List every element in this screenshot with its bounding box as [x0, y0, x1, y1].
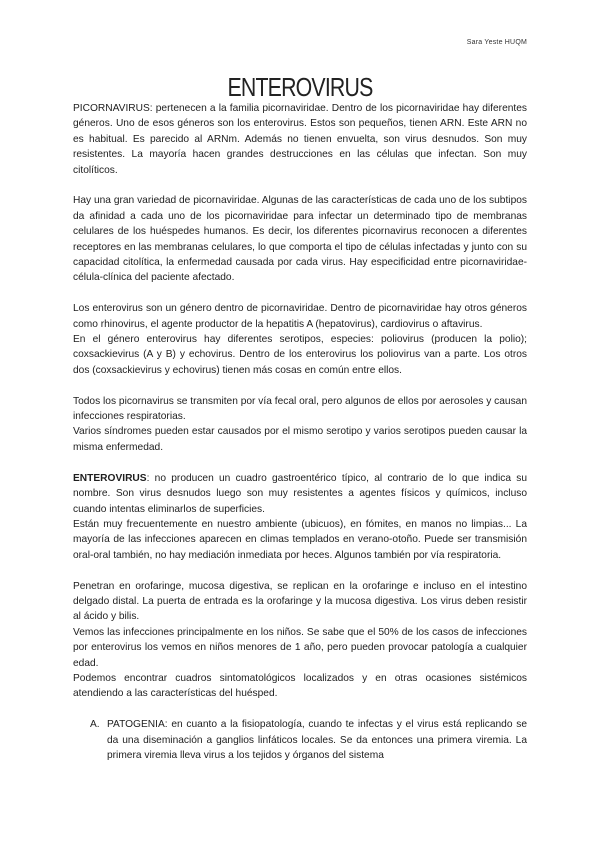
paragraph-environment: Están muy frecuentemente en nuestro ambiente (ubicuos), en fómites, en manos no limpias... La mayoría de las infecciones aparecen en climas templados en verano-otoño. Puede ser transmisión oral-oral también, no hay mediación inmediata por heces. Algunos también por vía respiratoria.	[73, 518, 527, 561]
enterovirus-description: : no producen un cuadro gastroentérico típico, al contrario de lo que indica su nombre. Son virus desnudos luego son muy resistentes a agentes físicos y químicos, incluso cuando intentas eliminarlos de superficies.	[73, 472, 527, 515]
paragraph-syndromes: Varios síndromes pueden estar causados por el mismo serotipo y varios serotipos pueden causar la misma enfermedad.	[73, 426, 527, 453]
paragraph-symptoms: Podemos encontrar cuadros sintomatológicos localizados y en otras ocasiones sistémicos atendiendo a las características del huésped.	[73, 672, 527, 700]
ordered-list	[73, 717, 527, 763]
paragraph-serotypes: En el género enterovirus hay diferentes serotipos, especies: poliovirus (producen la polio); coxsackievirus (A y B) y echovirus. Dentro de los enterovirus los poliovirus van a parte. Los otros dos (coxsackievirus y echovirus) tienen más cosas en común entre ellos.	[73, 334, 527, 376]
paragraph-variety: Hay una gran variedad de picornaviridae. Algunas de las características de cada uno de los subtipos da afinidad a cada uno de los picornaviridae para infectar un determinado tipo de membranas celulares de los huéspedes humanos. Es decir, los diferentes picornavirus reconocen a diferentes receptores en las membranas celulares, lo que comporta el tipo de células infectadas y junto con su capacidad citolítica, la enfermedad causada por cada virus. Hay especificidad entre picornaviridae-célula-clínica del paciente afectado.	[73, 195, 527, 284]
paragraph-picornavirus: PICORNAVIRUS: pertenecen a la familia picornaviridae. Dentro de los picornaviridae hay diferentes géneros. Uno de esos géneros son los enterovirus. Estos son pequeños, tienen ARN. Este ARN no es habitual. Es parecido al ARNm. Además no tienen envuelta, son virus desnudos. Son muy resistentes. La mayoría hacen grandes destrucciones en las células que infectan. Son muy citolíticos.	[73, 103, 527, 176]
paragraph-children: Vemos las infecciones principalmente en los niños. Se sabe que el 50% de los casos de infecciones por enterovirus los vemos en niños menores de 1 año, pero pueden provocar patología a cualquier edad.	[73, 626, 527, 669]
page-title: ENTEROVIRUS	[227, 72, 373, 102]
document-body	[73, 101, 527, 763]
list-item-text: PATOGENIA: en cuanto a la fisiopatología, cuando te infectas y el virus está replicando se da una diseminación a ganglios linfáticos locales. Se da entonces una primera viremia. La primera viremia lleva virus a los tejidos y órganos del sistema	[107, 719, 527, 761]
author-header: Sara Yeste HUQM	[466, 39, 527, 46]
enterovirus-term: ENTEROVIRUS	[73, 472, 147, 484]
paragraph-transmission: Todos los picornavirus se transmiten por vía fecal oral, pero algunos de ellos por aerosoles y causan infecciones respiratorias.	[73, 395, 527, 423]
list-marker: A.	[90, 719, 100, 731]
paragraph-enterovirus	[73, 471, 527, 517]
paragraph-genus: Los enterovirus son un género dentro de picornaviridae. Dentro de picornaviridae hay otros géneros como rhinovirus, el agente productor de la hepatitis A (hepatovirus), cardiovirus o aftavirus.	[73, 303, 527, 330]
paragraph-penetration: Penetran en orofaringe, mucosa digestiva, se replican en la orofaringe e incluso en el intestino delgado distal. La puerta de entrada es la orofaringe y la mucosa digestiva. Los virus deben resistir al ácido y bilis.	[73, 580, 527, 623]
list-item	[73, 717, 527, 763]
